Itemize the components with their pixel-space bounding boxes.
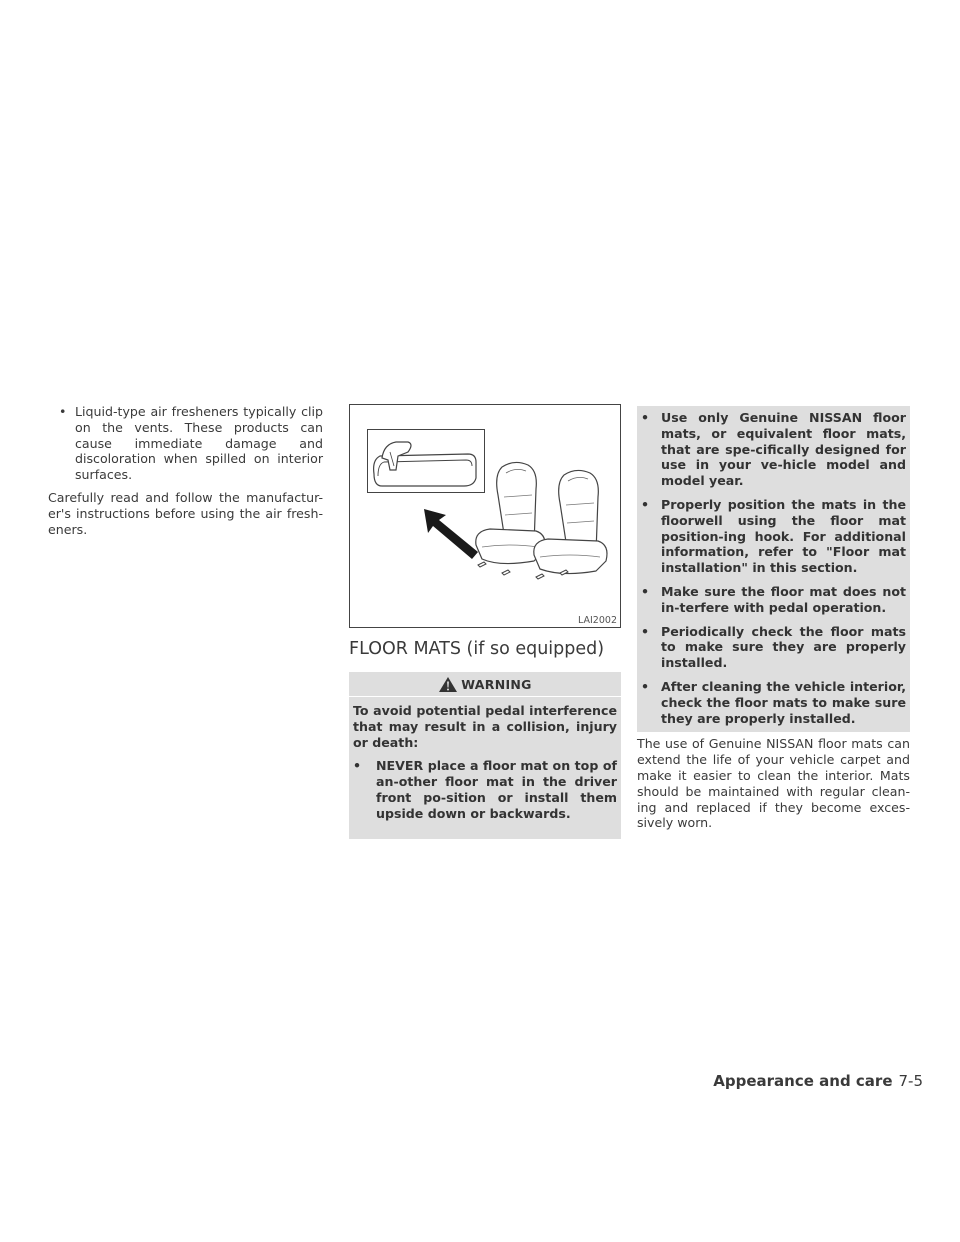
arrow-icon — [424, 509, 478, 559]
warning-header — [349, 672, 621, 697]
floor-mat-paragraph: The use of Genuine NISSAN floor mats can extend the life of your vehicle carpet and make it easier to clean the interior. Mats should be maintained with regular clean-ing and replaced if they become exces-sively worn. — [637, 736, 910, 831]
warning-bullet-text: Properly position the mats in the floorwell using the floor mat position-ing hook. For additional information, refer to "Floor mat installation" in this section. — [661, 496, 906, 576]
page-number: 7-5 — [898, 1072, 923, 1090]
warning-body — [349, 697, 621, 822]
bullet-dot: • — [353, 758, 362, 774]
warning-label: WARNING — [461, 676, 532, 692]
warning-bullet — [641, 584, 906, 616]
warning-triangle-icon — [438, 676, 458, 693]
section-heading: FLOOR MATS (if so equipped) — [349, 639, 605, 659]
air-freshener-bullet — [48, 404, 323, 483]
warning-bullet-text: Make sure the floor mat does not in-terfere with pedal operation. — [661, 583, 906, 615]
warning-bullet-text: NEVER place a floor mat on top of an-other floor mat in the driver front po-sition or install them upside down or backwards. — [376, 758, 617, 821]
seats-illustration — [350, 405, 620, 627]
warning-bullet — [641, 624, 906, 671]
bullet-dot: • — [641, 496, 650, 512]
warning-bullet — [641, 679, 906, 726]
warning-bullet-text: Periodically check the floor mats to make sure they are properly installed. — [661, 623, 906, 671]
warning-bullet — [353, 758, 617, 821]
bullet-dot: • — [641, 623, 650, 639]
middle-column — [349, 404, 621, 839]
air-freshener-bullet-text: Liquid-type air fresheners typically clip on the vents. These products can cause immediate damage and discoloration when spilled on interior surfaces. — [75, 404, 323, 483]
warning-bullet-text: Use only Genuine NISSAN floor mats, or equivalent floor mats, that are spe-cifically designed for use in your ve-hicle model and model year. — [661, 410, 906, 489]
warning-bullet — [641, 410, 906, 489]
page-footer — [713, 1072, 923, 1090]
warning-box-continued — [637, 406, 910, 732]
bullet-dot: • — [59, 404, 67, 419]
footer-section-title: Appearance and care — [713, 1072, 893, 1090]
left-column — [48, 404, 323, 537]
right-column — [637, 406, 910, 831]
bullet-dot: • — [641, 583, 650, 599]
warning-bullet-text: After cleaning the vehicle interior, check the floor mats to make sure they are properly installed. — [661, 678, 906, 726]
warning-box — [349, 672, 621, 839]
warning-bullet — [641, 497, 906, 576]
figure-code: LAI2002 — [578, 615, 617, 626]
air-freshener-paragraph: Carefully read and follow the manufactur-er's instructions before using the air fresh-eners. — [48, 489, 323, 537]
bullet-dot: • — [641, 410, 650, 425]
warning-intro: To avoid potential pedal interference that may result in a collision, injury or death: — [353, 703, 617, 750]
floor-mat-figure — [349, 404, 621, 628]
bullet-dot: • — [641, 678, 650, 694]
